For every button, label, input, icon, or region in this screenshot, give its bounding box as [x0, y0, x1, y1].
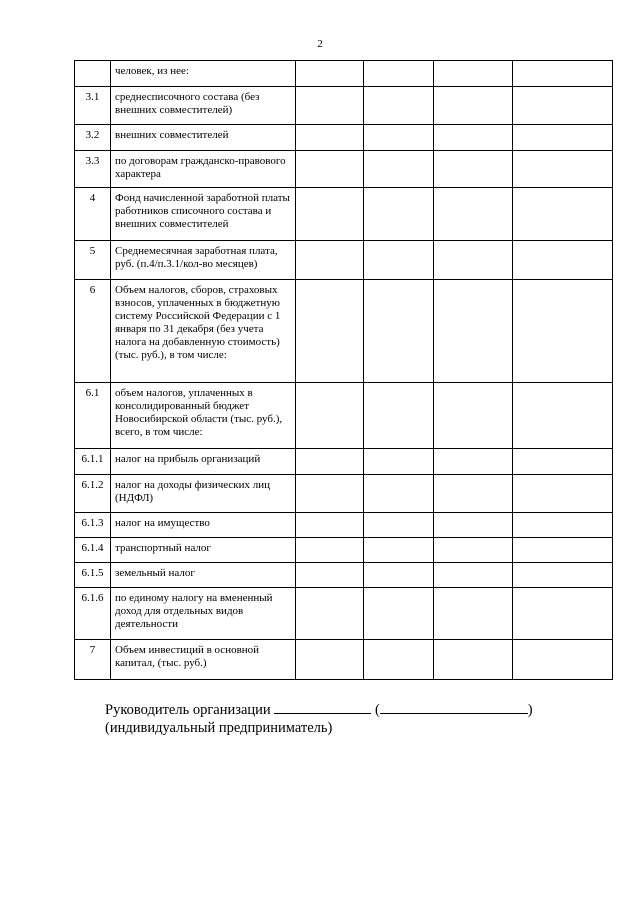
- row-number: 6.1.4: [75, 538, 111, 563]
- value-cell[interactable]: [364, 188, 434, 241]
- value-cell[interactable]: [296, 87, 364, 125]
- value-cell[interactable]: [296, 588, 364, 640]
- value-cell[interactable]: [296, 640, 364, 680]
- table-row: [75, 61, 613, 87]
- signature-line[interactable]: [274, 701, 371, 714]
- value-cell[interactable]: [364, 538, 434, 563]
- signature-block: [105, 701, 533, 737]
- value-cell[interactable]: [296, 475, 364, 513]
- value-cell[interactable]: [513, 151, 613, 188]
- value-cell[interactable]: [364, 87, 434, 125]
- signature-title: Руководитель организации: [105, 702, 271, 718]
- row-name: среднесписочного состава (без внешних совместителей): [111, 87, 296, 125]
- row-number: 6.1.2: [75, 475, 111, 513]
- value-cell[interactable]: [513, 513, 613, 538]
- table-row: [75, 475, 613, 513]
- value-cell[interactable]: [296, 538, 364, 563]
- value-cell[interactable]: [434, 475, 513, 513]
- value-cell[interactable]: [296, 188, 364, 241]
- value-cell[interactable]: [513, 475, 613, 513]
- value-cell[interactable]: [513, 588, 613, 640]
- open-paren: (: [374, 702, 380, 718]
- page-number: 2: [317, 38, 323, 50]
- value-cell[interactable]: [364, 151, 434, 188]
- row-number: 6.1.3: [75, 513, 111, 538]
- value-cell[interactable]: [364, 280, 434, 383]
- row-number: 7: [75, 640, 111, 680]
- value-cell[interactable]: [296, 513, 364, 538]
- table-row: [75, 280, 613, 383]
- name-line[interactable]: [380, 701, 528, 714]
- value-cell[interactable]: [513, 87, 613, 125]
- value-cell[interactable]: [513, 280, 613, 383]
- value-cell[interactable]: [364, 383, 434, 449]
- value-cell[interactable]: [434, 87, 513, 125]
- table-row: [75, 538, 613, 563]
- table-row: [75, 383, 613, 449]
- row-number: 6.1.6: [75, 588, 111, 640]
- value-cell[interactable]: [296, 125, 364, 151]
- value-cell[interactable]: [364, 588, 434, 640]
- table-row: [75, 151, 613, 188]
- value-cell[interactable]: [364, 61, 434, 87]
- table-row: [75, 449, 613, 475]
- value-cell[interactable]: [513, 640, 613, 680]
- value-cell[interactable]: [296, 61, 364, 87]
- row-number: 4: [75, 188, 111, 241]
- value-cell[interactable]: [434, 151, 513, 188]
- row-name: земельный налог: [111, 563, 296, 588]
- value-cell[interactable]: [296, 383, 364, 449]
- value-cell[interactable]: [434, 588, 513, 640]
- row-name: по единому налогу на вмененный доход для отдельных видов деятельности: [111, 588, 296, 640]
- value-cell[interactable]: [296, 151, 364, 188]
- value-cell[interactable]: [364, 475, 434, 513]
- row-name: налог на прибыль организаций: [111, 449, 296, 475]
- row-name: транспортный налог: [111, 538, 296, 563]
- value-cell[interactable]: [364, 125, 434, 151]
- value-cell[interactable]: [513, 563, 613, 588]
- value-cell[interactable]: [434, 241, 513, 280]
- value-cell[interactable]: [513, 538, 613, 563]
- value-cell[interactable]: [364, 513, 434, 538]
- table-row: [75, 125, 613, 151]
- row-number: 6: [75, 280, 111, 383]
- row-number: 3.3: [75, 151, 111, 188]
- row-name: Среднемесячная заработная плата, руб. (п.4/п.3.1/кол-во месяцев): [111, 241, 296, 280]
- row-number: 6.1: [75, 383, 111, 449]
- table-row: [75, 640, 613, 680]
- value-cell[interactable]: [434, 513, 513, 538]
- close-paren: ): [527, 702, 533, 718]
- value-cell[interactable]: [434, 61, 513, 87]
- value-cell[interactable]: [434, 538, 513, 563]
- value-cell[interactable]: [434, 383, 513, 449]
- row-name: Объем инвестиций в основной капитал, (тыс. руб.): [111, 640, 296, 680]
- row-number: 6.1.1: [75, 449, 111, 475]
- table-row: [75, 87, 613, 125]
- row-name: налог на доходы физических лиц (НДФЛ): [111, 475, 296, 513]
- value-cell[interactable]: [364, 449, 434, 475]
- value-cell[interactable]: [296, 449, 364, 475]
- value-cell[interactable]: [364, 640, 434, 680]
- table-row: [75, 563, 613, 588]
- value-cell[interactable]: [513, 383, 613, 449]
- value-cell[interactable]: [434, 449, 513, 475]
- row-name: внешних совместителей: [111, 125, 296, 151]
- value-cell[interactable]: [513, 188, 613, 241]
- value-cell[interactable]: [364, 241, 434, 280]
- row-name: Фонд начисленной заработной платы работников списочного состава и внешних совместителей: [111, 188, 296, 241]
- value-cell[interactable]: [434, 188, 513, 241]
- value-cell[interactable]: [364, 563, 434, 588]
- value-cell[interactable]: [296, 280, 364, 383]
- table-row: [75, 513, 613, 538]
- report-table: [74, 60, 613, 680]
- row-name: Объем налогов, сборов, страховых взносов, уплаченных в бюджетную систему Российской Федерации с 1 января по 31 декабря (без учета налога на добавленную стоимость) (тыс. руб.), в том числе:: [111, 280, 296, 383]
- value-cell[interactable]: [434, 640, 513, 680]
- row-number: 6.1.5: [75, 563, 111, 588]
- row-number: 5: [75, 241, 111, 280]
- table-row: [75, 588, 613, 640]
- value-cell[interactable]: [513, 241, 613, 280]
- value-cell[interactable]: [513, 449, 613, 475]
- row-name: по договорам гражданско-правового характера: [111, 151, 296, 188]
- value-cell[interactable]: [296, 241, 364, 280]
- table-row: [75, 241, 613, 280]
- value-cell[interactable]: [296, 563, 364, 588]
- value-cell[interactable]: [434, 563, 513, 588]
- row-name: налог на имущество: [111, 513, 296, 538]
- row-number: [75, 61, 111, 87]
- row-name: человек, из нее:: [111, 61, 296, 87]
- value-cell[interactable]: [513, 61, 613, 87]
- row-name: объем налогов, уплаченных в консолидированный бюджет Новосибирской области (тыс. руб.), всего, в том числе:: [111, 383, 296, 449]
- row-number: 3.2: [75, 125, 111, 151]
- row-number: 3.1: [75, 87, 111, 125]
- signature-subtitle: (индивидуальный предприниматель): [105, 720, 333, 736]
- value-cell[interactable]: [513, 125, 613, 151]
- table-row: [75, 188, 613, 241]
- value-cell[interactable]: [434, 125, 513, 151]
- value-cell[interactable]: [434, 280, 513, 383]
